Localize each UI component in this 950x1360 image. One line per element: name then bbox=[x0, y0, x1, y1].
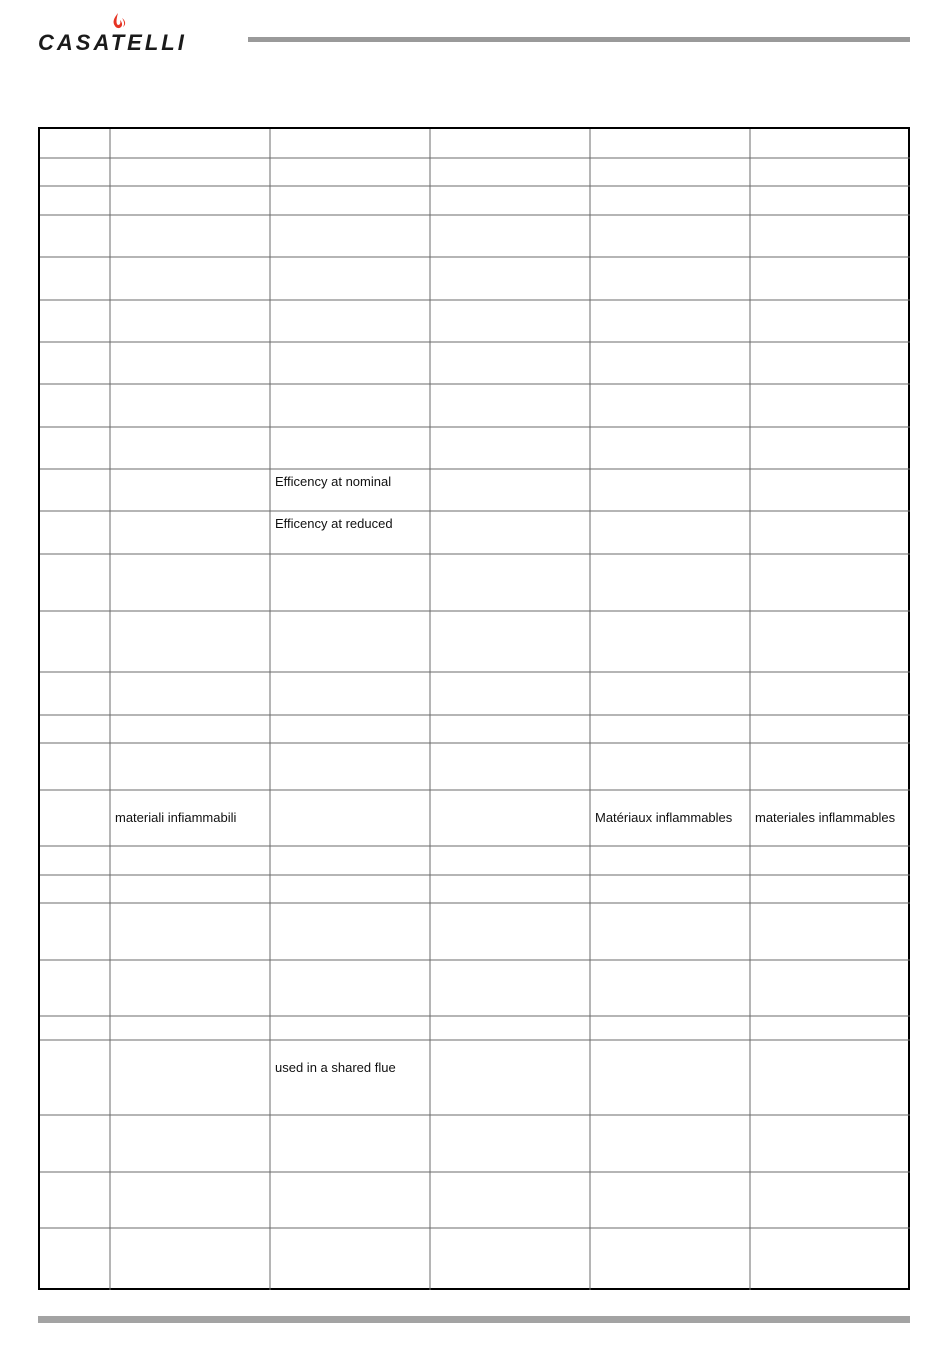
table-grid bbox=[40, 129, 910, 1290]
cell-shared-flue: used in a shared flue bbox=[275, 1060, 396, 1075]
cell-materiales-inflammables: materiales inflammables bbox=[755, 810, 896, 825]
spec-table bbox=[38, 127, 910, 1290]
cell-materiali-infiammabili: materiali infiammabili bbox=[115, 810, 237, 825]
header-rule bbox=[248, 37, 910, 42]
casatelli-logo bbox=[38, 10, 228, 54]
cell-efficiency-nominal: Efficency at nominal bbox=[275, 474, 392, 489]
cell-materiaux-inflammables: Matériaux inflammables bbox=[595, 810, 733, 825]
footer-rule bbox=[38, 1316, 910, 1323]
cell-efficiency-reduced: Efficency at reduced bbox=[275, 516, 393, 531]
flame-icon bbox=[114, 13, 123, 28]
svg-text:CASATELLI: CASATELLI bbox=[38, 30, 187, 54]
